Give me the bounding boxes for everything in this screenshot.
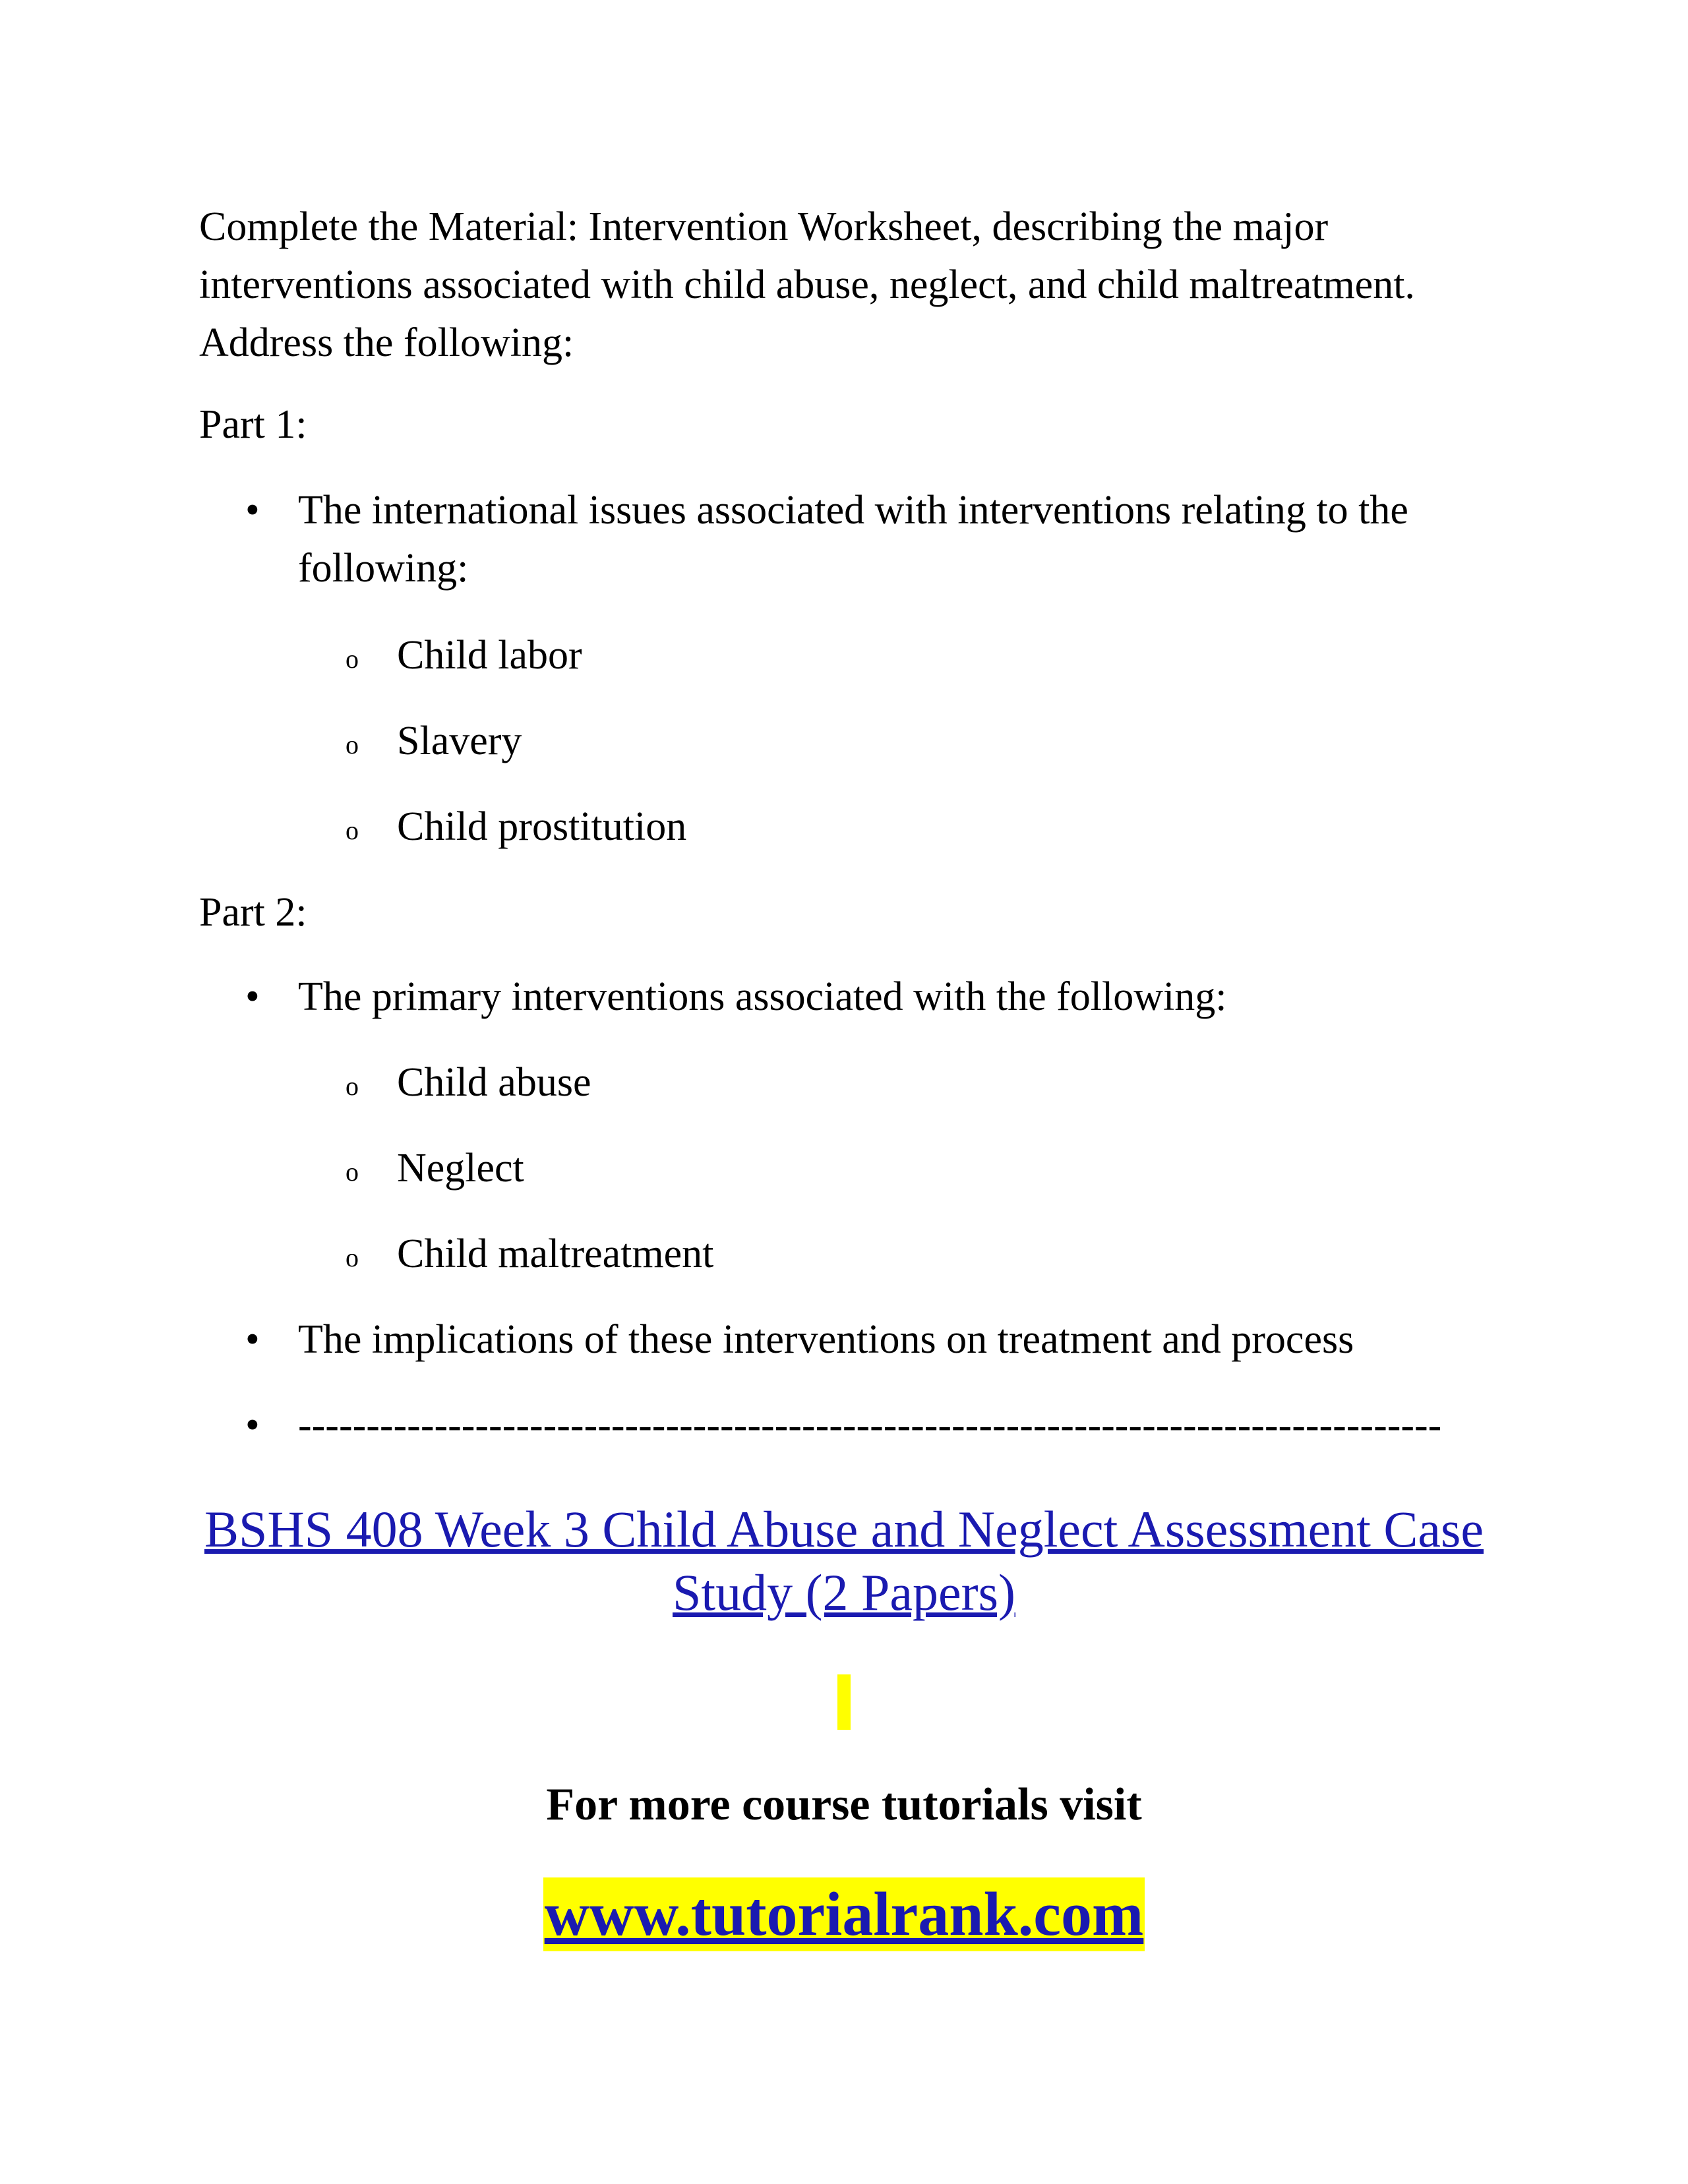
sub-item-text: Slavery [397, 719, 522, 763]
bullet-icon: • [245, 1317, 260, 1362]
bullet-icon: • [245, 974, 260, 1019]
promo-text: For more course tutorials visit [546, 1779, 1142, 1830]
sub-item-text: Child prostitution [397, 804, 687, 849]
part2-bullet-text: The implications of these interventions on treatment and process [298, 1317, 1354, 1362]
part2-bullet-text: The primary interventions associated with the following: [298, 974, 1227, 1019]
course-link-title[interactable]: BSHS 408 Week 3 Child Abuse and Neglect Assessment Case Study (2 Papers) [204, 1500, 1484, 1621]
separator-bullet [199, 1396, 1511, 1512]
sub-item-text: Child labor [397, 633, 582, 678]
part1-heading: Part 1: [199, 402, 307, 447]
bullet-icon: • [245, 488, 260, 533]
sub-bullet-icon: o [346, 1157, 359, 1187]
sub-item-text: Neglect [397, 1146, 524, 1191]
site-link-wrapper [198, 1877, 1490, 1951]
dashed-separator: ------------------------------------------------------------------------------------ [298, 1403, 1442, 1448]
part1-bullet [199, 481, 1511, 597]
sub-bullet-icon: o [346, 1071, 359, 1101]
part1-bullet-text: The international issues associated with interventions relating to the following: [298, 488, 1408, 591]
site-url-link[interactable]: www.tutorialrank.com [543, 1877, 1145, 1951]
part2-heading: Part 2: [199, 890, 307, 935]
sub-bullet-icon: o [346, 644, 359, 674]
sub-item-text: Child maltreatment [397, 1231, 714, 1276]
sub-bullet-icon: o [346, 815, 359, 845]
sub-bullet-icon: o [346, 730, 359, 759]
highlight-mark [837, 1674, 851, 1730]
sub-item-text: Child abuse [397, 1060, 591, 1105]
sub-bullet-icon: o [346, 1243, 359, 1272]
bullet-icon: • [245, 1403, 260, 1448]
intro-paragraph: Complete the Material: Intervention Worksheet, describing the major interventions associated with child abuse, neglect, and child maltreatment. Address the following: [199, 204, 1415, 365]
